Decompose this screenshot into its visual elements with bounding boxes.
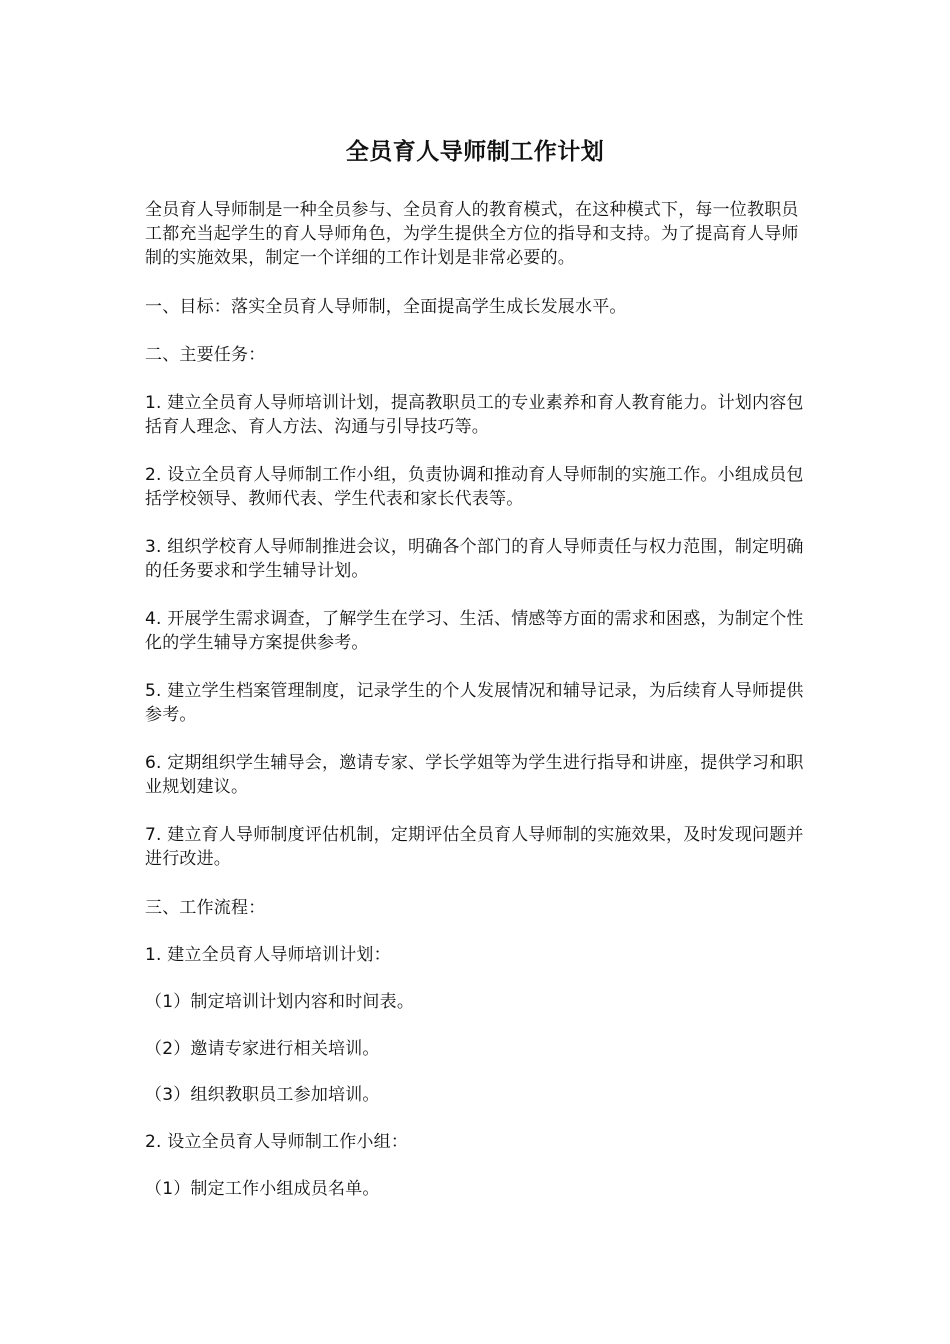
workflow-subitem-1-1: （1）制定培训计划内容和时间表。: [145, 992, 415, 1012]
workflow-heading: 三、工作流程：: [145, 898, 266, 918]
workflow-subitem-1-2: （2）邀请专家进行相关培训。: [145, 1039, 380, 1059]
task-item-6: 6. 定期组织学生辅导会，邀请专家、学长学姐等为学生进行指导和讲座，提供学习和职业规划建议。: [145, 753, 804, 797]
goal-paragraph: 一、目标：落实全员育人导师制，全面提高学生成长发展水平。: [145, 297, 627, 317]
task-item-7: 7. 建立育人导师制度评估机制，定期评估全员育人导师制的实施效果，及时发现问题并进行改进。: [145, 825, 804, 869]
tasks-heading: 二、主要任务：: [145, 345, 266, 365]
task-item-5: 5. 建立学生档案管理制度，记录学生的个人发展情况和辅导记录，为后续育人导师提供参考。: [145, 681, 804, 725]
workflow-item-1: 1. 建立全员育人导师培训计划：: [145, 945, 391, 965]
workflow-subitem-2-1: （1）制定工作小组成员名单。: [145, 1179, 380, 1199]
task-item-1: 1. 建立全员育人导师培训计划，提高教职员工的专业素养和育人教育能力。计划内容包括育人理念、育人方法、沟通与引导技巧等。: [145, 393, 804, 437]
task-item-3: 3. 组织学校育人导师制推进会议，明确各个部门的育人导师责任与权力范围，制定明确的任务要求和学生辅导计划。: [145, 537, 804, 581]
intro-paragraph: 全员育人导师制是一种全员参与、全员育人的教育模式，在这种模式下，每一位教职员工都充当起学生的育人导师角色，为学生提供全方位的指导和支持。为了提高育人导师制的实施效果，制定一个详细的工作计划是非常必要的。: [145, 200, 799, 268]
task-item-4: 4. 开展学生需求调查，了解学生在学习、生活、情感等方面的需求和困惑，为制定个性化的学生辅导方案提供参考。: [145, 609, 804, 653]
task-item-2: 2. 设立全员育人导师制工作小组，负责协调和推动育人导师制的实施工作。小组成员包括学校领导、教师代表、学生代表和家长代表等。: [145, 465, 804, 509]
workflow-item-2: 2. 设立全员育人导师制工作小组：: [145, 1132, 409, 1152]
workflow-subitem-1-3: （3）组织教职员工参加培训。: [145, 1085, 380, 1105]
document-title: 全员育人导师制工作计划: [345, 139, 605, 165]
